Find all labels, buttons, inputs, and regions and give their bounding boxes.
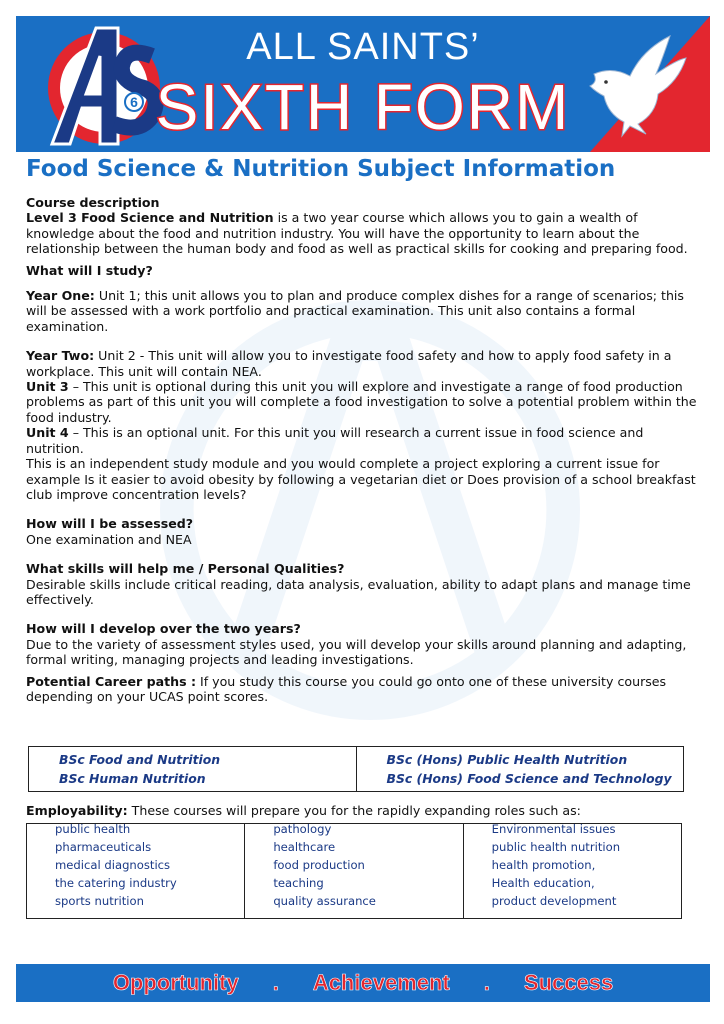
footer-success: Success xyxy=(523,970,614,995)
page-title: Food Science & Nutrition Subject Information xyxy=(26,156,616,182)
year-two-text: Unit 2 - This unit will allow you to investigate food safety and how to apply food safety in a workplace. This unit will contain NEA. xyxy=(26,348,672,379)
role-item: teaching xyxy=(273,876,324,890)
role-item: product development xyxy=(491,894,617,908)
course-description-text xyxy=(26,210,698,256)
year-two-label: Year Two: xyxy=(26,348,95,364)
title-sixth-form: SIXTH FORM xyxy=(155,71,571,143)
skills-text: Desirable skills include critical reading, data analysis, evaluation, ability to adapt plans and manage time effectively. xyxy=(26,576,691,607)
role-item: the catering industry xyxy=(55,876,177,890)
career-label: Potential Career paths : xyxy=(26,673,196,689)
roles-col-2 xyxy=(244,823,462,918)
career-text: If you study this course you could go onto one of these university courses depending on your UCAS point scores. xyxy=(26,673,667,704)
career-paragraph xyxy=(26,674,698,705)
course-item: BSc Food and Nutrition xyxy=(59,752,221,767)
role-item: public health nutrition xyxy=(491,840,621,854)
unit4-label: Unit 4 xyxy=(26,425,69,441)
role-item: public health xyxy=(55,823,131,836)
footer-achievement: Achievement xyxy=(312,970,450,995)
course-item: BSc (Hons) Food Science and Technology xyxy=(386,771,672,786)
career-col-left xyxy=(29,747,356,791)
unit3-text: – This unit is optional during this unit you will explore and investigate a range of food production problems as part of this unit you will complete a food investigation to solve a potential problem within the food industry. xyxy=(26,379,697,425)
header-banner xyxy=(16,16,710,152)
employability-text: These courses will prepare you for the rapidly expanding roles such as: xyxy=(127,803,581,818)
career-col-right xyxy=(356,747,684,791)
assessed-text: One examination and NEA xyxy=(26,531,192,547)
assessed-heading: How will I be assessed? xyxy=(26,516,194,532)
develop-heading: How will I develop over the two years? xyxy=(26,621,301,637)
year-one-paragraph xyxy=(26,288,698,334)
course-item: BSc Human Nutrition xyxy=(59,771,206,786)
year-one-label: Year One: xyxy=(26,288,95,304)
footer-separator: . xyxy=(483,970,490,995)
year-two-paragraph xyxy=(26,348,698,379)
unit3-label: Unit 3 xyxy=(26,379,69,395)
role-item: food production xyxy=(273,858,365,872)
footer-opportunity: Opportunity xyxy=(112,970,239,995)
course-description-heading: Course description xyxy=(26,195,160,210)
develop-text: Due to the variety of assessment styles used, you will develop your skills around planning and adapting, formal writing, managing projects and leading investigations. xyxy=(26,636,687,668)
dove-icon xyxy=(586,30,690,138)
content-body xyxy=(26,195,698,704)
role-item: quality assurance xyxy=(273,894,376,908)
year-one-text: Unit 1; this unit allows you to plan and produce complex dishes for a range of scenarios; this will be assessed with a work portfolio and practical examination. This unit also contains a formal examination. xyxy=(26,288,684,334)
logo-number: 6 xyxy=(130,94,138,110)
role-item: Environmental issues xyxy=(491,823,616,836)
unit4-text: – This is an optional unit. For this unit you will research a current issue in food science and nutrition. xyxy=(26,425,644,456)
unit4-paragraph xyxy=(26,425,698,456)
role-item: Health education, xyxy=(491,876,595,890)
independent-study-text: This is an independent study module and you would complete a project exploring a current issue for example Is it easier to avoid obesity by following a vegetarian diet or Does provision of a school breakfast club improve concentration levels? xyxy=(26,456,696,502)
what-study-heading: What will I study? xyxy=(26,262,153,278)
role-item: sports nutrition xyxy=(55,894,144,908)
roles-table xyxy=(26,823,682,919)
employability-label: Employability: xyxy=(26,803,128,818)
course-name: Level 3 Food Science and Nutrition xyxy=(26,210,274,226)
role-item: health promotion, xyxy=(491,858,596,872)
role-item: medical diagnostics xyxy=(55,858,171,872)
roles-col-3 xyxy=(463,823,681,918)
footer-separator: . xyxy=(272,970,279,995)
roles-col-1 xyxy=(27,823,244,918)
career-courses-table xyxy=(28,746,684,792)
footer-banner xyxy=(16,964,710,1002)
employability-line xyxy=(26,803,581,818)
course-item: BSc (Hons) Public Health Nutrition xyxy=(386,752,628,767)
role-item: healthcare xyxy=(273,840,336,854)
title-all-saints: ALL SAINTS’ xyxy=(246,26,480,68)
unit3-paragraph xyxy=(26,379,698,425)
skills-heading: What skills will help me / Personal Qualities? xyxy=(26,561,345,577)
role-item: pathology xyxy=(273,823,332,836)
course-description-body: is a two year course which allows you to gain a wealth of knowledge about the food and nutrition industry. You will have the opportunity to learn about the relationship between the human body and food as well as practical skills for cooking and preparing food. xyxy=(26,210,688,257)
role-item: pharmaceuticals xyxy=(55,840,152,854)
